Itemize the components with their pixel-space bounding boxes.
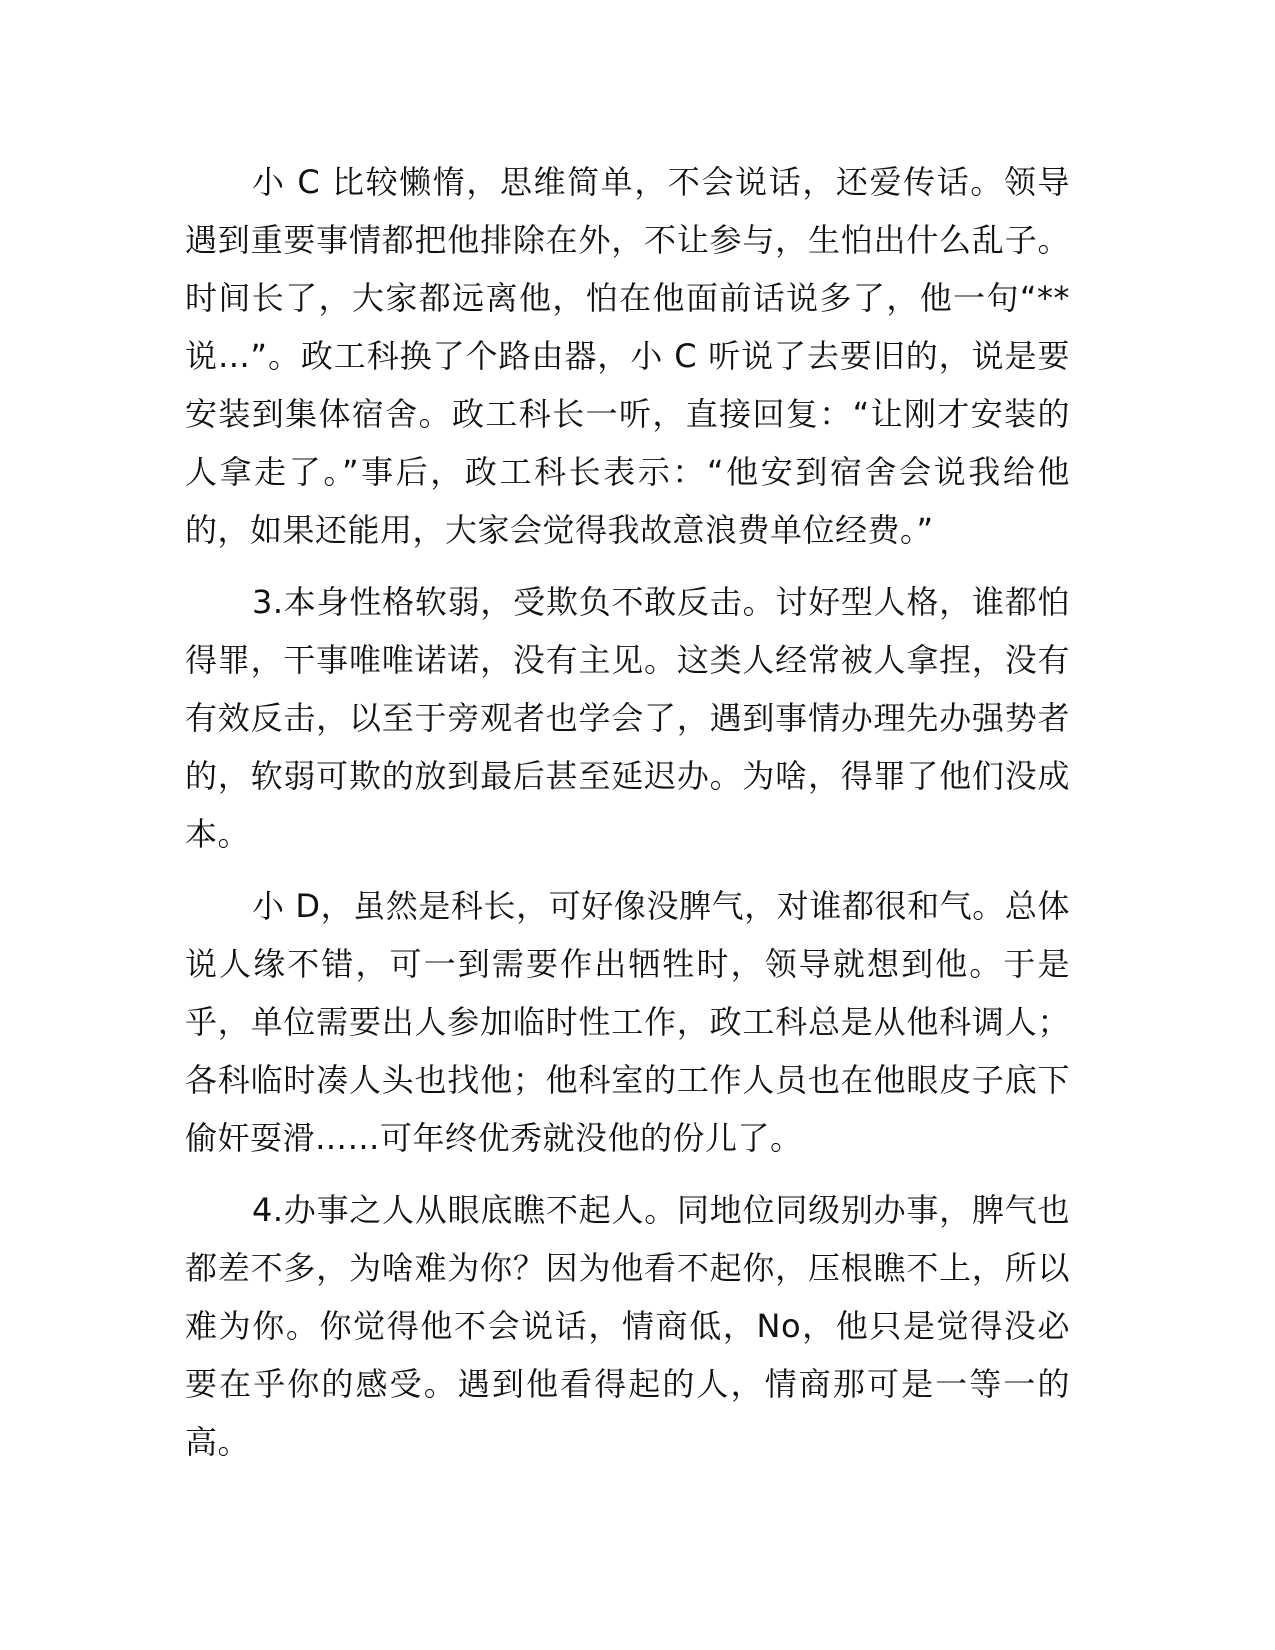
document-body — [185, 153, 1070, 1485]
text-line: 各科临时凑人头也找他；他科室的工作人员也在他眼皮子底下 — [185, 1061, 1070, 1099]
text-line: 遇到重要事情都把他排除在外，不让参与，生怕出什么乱子。 — [185, 221, 1070, 259]
text-line: 乎，单位需要出人参加临时性工作，政工科总是从他科调人； — [185, 1003, 1070, 1041]
text-line: 人拿走了。”事后，政工科长表示：“他安到宿舍会说我给他 — [185, 453, 1070, 491]
paragraph-xiao-d — [185, 877, 1070, 1167]
text-line: 4.办事之人从眼底瞧不起人。同地位同级别办事，脾气也 — [252, 1191, 1070, 1229]
text-line: 的，软弱可欺的放到最后甚至延迟办。为啥，得罪了他们没成 — [185, 757, 1070, 795]
text-line: 的，如果还能用，大家会觉得我故意浪费单位经费。” — [185, 511, 934, 549]
paragraph-xiao-c — [185, 153, 1070, 559]
text-line: 小 C 比较懒惰，思维简单，不会说话，还爱传话。领导 — [252, 163, 1070, 201]
text-line: 得罪，干事唯唯诺诺，没有主见。这类人经常被人拿捏，没有 — [185, 641, 1070, 679]
text-line: 安装到集体宿舍。政工科长一听，直接回复：“让刚才安装的 — [185, 395, 1070, 433]
text-line: 本。 — [185, 815, 251, 853]
text-line: 时间长了，大家都远离他，怕在他面前话说多了，他一句“** — [185, 279, 1070, 317]
text-line: 都差不多，为啥难为你？因为他看不起你，压根瞧不上，所以 — [185, 1249, 1070, 1287]
text-line: 3.本身性格软弱，受欺负不敢反击。讨好型人格，谁都怕 — [252, 583, 1070, 621]
paragraph-point-4 — [185, 1181, 1070, 1471]
text-line: 说…”。政工科换了个路由器，小 C 听说了去要旧的，说是要 — [185, 337, 1070, 375]
text-line: 高。 — [185, 1423, 251, 1461]
text-line: 难为你。你觉得他不会说话，情商低，No，他只是觉得没必 — [185, 1307, 1070, 1345]
paragraph-point-3 — [185, 573, 1070, 863]
text-line: 小 D，虽然是科长，可好像没脾气，对谁都很和气。总体 — [252, 887, 1070, 925]
text-line: 有效反击，以至于旁观者也学会了，遇到事情办理先办强势者 — [185, 699, 1070, 737]
text-line: 偷奸耍滑……可年终优秀就没他的份儿了。 — [185, 1119, 803, 1157]
text-line: 要在乎你的感受。遇到他看得起的人，情商那可是一等一的 — [185, 1365, 1070, 1403]
text-line: 说人缘不错，可一到需要作出牺牲时，领导就想到他。于是 — [185, 945, 1070, 983]
